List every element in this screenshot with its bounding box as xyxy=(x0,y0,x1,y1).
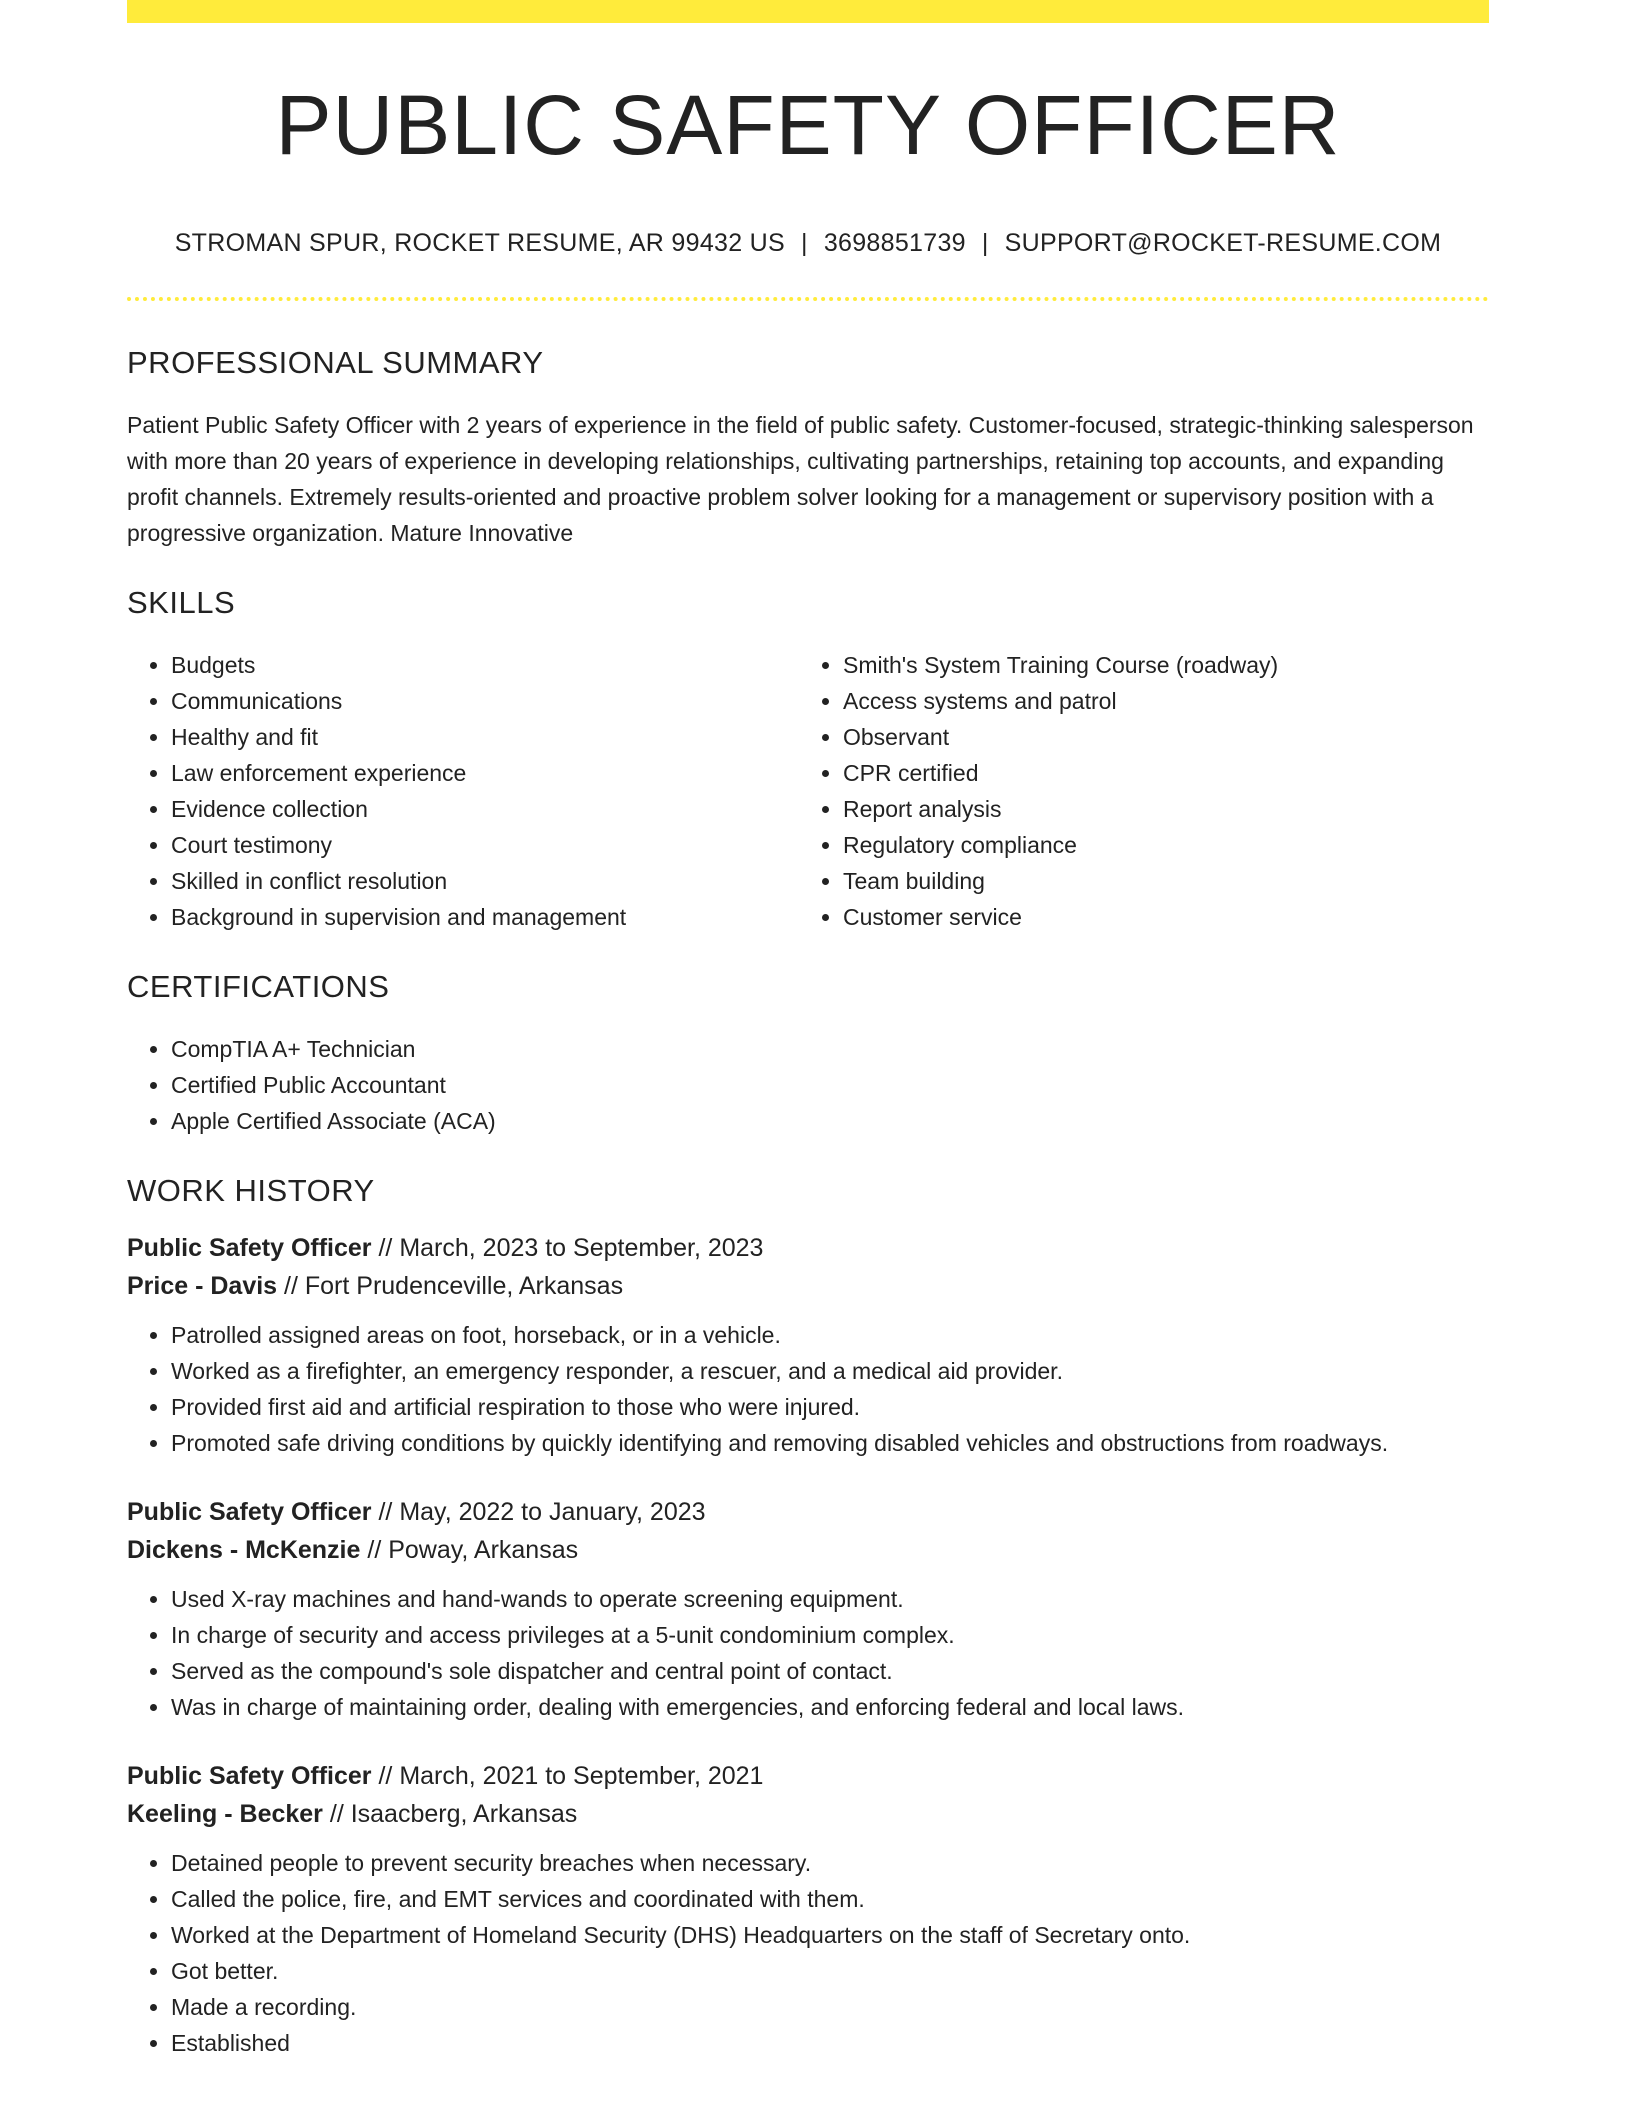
skill-item: • Healthy and fit xyxy=(171,719,799,755)
job-duty-item: • Was in charge of maintaining order, dealing with emergencies, and enforcing federal and local laws. xyxy=(171,1689,1489,1725)
job-location: // Poway, Arkansas xyxy=(367,1536,579,1564)
job-title: Public Safety Officer xyxy=(127,1234,372,1262)
job-title: Public Safety Officer xyxy=(127,1762,372,1790)
skill-item: • Smith's System Training Course (roadway) xyxy=(843,647,1533,683)
job-duty-item: • Established xyxy=(171,2025,1489,2061)
job-duty-item: • Served as the compound's sole dispatcher and central point of contact. xyxy=(171,1653,1489,1689)
skills-columns xyxy=(127,647,1489,935)
resume-title: PUBLIC SAFETY OFFICER xyxy=(275,78,1341,172)
job-duty-item: • Detained people to prevent security breaches when necessary. xyxy=(171,1845,1489,1881)
job-duty-item: • Used X-ray machines and hand-wands to operate screening equipment. xyxy=(171,1581,1489,1617)
job-location: // Fort Prudenceville, Arkansas xyxy=(284,1272,624,1300)
skill-item: • Budgets xyxy=(171,647,799,683)
resume-page xyxy=(127,0,1489,2061)
job-dates: // March, 2023 to September, 2023 xyxy=(378,1234,764,1262)
job-duties-list xyxy=(127,1581,1489,1725)
job-duty-item: • Worked at the Department of Homeland Security (DHS) Headquarters on the staff of Secretary onto. xyxy=(171,1917,1489,1953)
accent-top-bar xyxy=(127,0,1489,23)
skill-item: • Court testimony xyxy=(171,827,799,863)
job-title-line xyxy=(127,1757,1489,1795)
job-company: Keeling - Becker xyxy=(127,1800,323,1828)
job-duty-item: • Promoted safe driving conditions by quickly identifying and removing disabled vehicles and obstructions from roadways. xyxy=(171,1425,1489,1461)
certification-item: • Apple Certified Associate (ACA) xyxy=(171,1103,1489,1139)
job-duties-list xyxy=(127,1317,1489,1461)
dotted-divider xyxy=(127,297,1489,301)
certification-item: • Certified Public Accountant xyxy=(171,1067,1489,1103)
skills-heading: SKILLS xyxy=(127,585,236,620)
summary-text: Patient Public Safety Officer with 2 years of experience in the field of public safety. Customer-focused, strategic-thinking salesperson with more than 20 years of experience in developing relationships, cultivating partnerships, retaining top accounts, and expanding profit channels. Extremely results-oriented and proactive problem solver looking for a management or supervisory position with a progressive organization. Mature Innovative xyxy=(127,412,1474,546)
contact-address: STROMAN SPUR, ROCKET RESUME, AR 99432 US xyxy=(174,229,786,257)
job-duty-item: • Made a recording. xyxy=(171,1989,1489,2025)
job-duty-item: • Provided first aid and artificial respiration to those who were injured. xyxy=(171,1389,1489,1425)
job-title-line xyxy=(127,1229,1489,1267)
skill-item: • Skilled in conflict resolution xyxy=(171,863,799,899)
job-company: Price - Davis xyxy=(127,1272,278,1300)
job-dates: // March, 2021 to September, 2021 xyxy=(378,1762,764,1790)
job-entry xyxy=(127,1493,1489,1725)
contact-separator: | xyxy=(801,229,808,257)
skill-item: • CPR certified xyxy=(843,755,1533,791)
job-company: Dickens - McKenzie xyxy=(127,1536,361,1564)
job-dates: // May, 2022 to January, 2023 xyxy=(378,1498,706,1526)
skills-list-right xyxy=(799,647,1533,935)
skill-item: • Customer service xyxy=(843,899,1533,935)
skill-item: • Team building xyxy=(843,863,1533,899)
job-company-line xyxy=(127,1531,1489,1569)
certification-item: • CompTIA A+ Technician xyxy=(171,1031,1489,1067)
contact-phone[interactable]: 3698851739 xyxy=(823,229,966,257)
contact-line xyxy=(127,231,1489,256)
skill-item: • Communications xyxy=(171,683,799,719)
skill-item: • Regulatory compliance xyxy=(843,827,1533,863)
job-duty-item: • Patrolled assigned areas on foot, horseback, or in a vehicle. xyxy=(171,1317,1489,1353)
job-duty-item: • Got better. xyxy=(171,1953,1489,1989)
skill-item: • Law enforcement experience xyxy=(171,755,799,791)
job-duty-item: • In charge of security and access privileges at a 5-unit condominium complex. xyxy=(171,1617,1489,1653)
certifications-list xyxy=(127,1031,1489,1139)
job-entry xyxy=(127,1229,1489,1461)
skill-item: • Observant xyxy=(843,719,1533,755)
job-company-line xyxy=(127,1795,1489,1833)
skill-item: • Evidence collection xyxy=(171,791,799,827)
work-history-heading: WORK HISTORY xyxy=(127,1173,375,1208)
job-title-line xyxy=(127,1493,1489,1531)
contact-separator: | xyxy=(981,229,989,257)
skill-item: • Background in supervision and management xyxy=(171,899,799,935)
skill-item: • Access systems and patrol xyxy=(843,683,1533,719)
job-title: Public Safety Officer xyxy=(127,1498,372,1526)
skill-item: • Report analysis xyxy=(843,791,1533,827)
job-entry xyxy=(127,1757,1489,2061)
skills-list-left xyxy=(127,647,799,935)
job-duty-item: • Worked as a firefighter, an emergency responder, a rescuer, and a medical aid provider. xyxy=(171,1353,1489,1389)
job-location: // Isaacberg, Arkansas xyxy=(329,1800,578,1828)
job-company-line xyxy=(127,1267,1489,1305)
work-history-list xyxy=(127,1229,1489,2061)
contact-email[interactable]: SUPPORT@ROCKET-RESUME.COM xyxy=(1004,229,1442,257)
summary-heading: PROFESSIONAL SUMMARY xyxy=(127,345,544,380)
certifications-heading: CERTIFICATIONS xyxy=(127,969,390,1004)
job-duties-list xyxy=(127,1845,1489,2061)
job-duty-item: • Called the police, fire, and EMT services and coordinated with them. xyxy=(171,1881,1489,1917)
